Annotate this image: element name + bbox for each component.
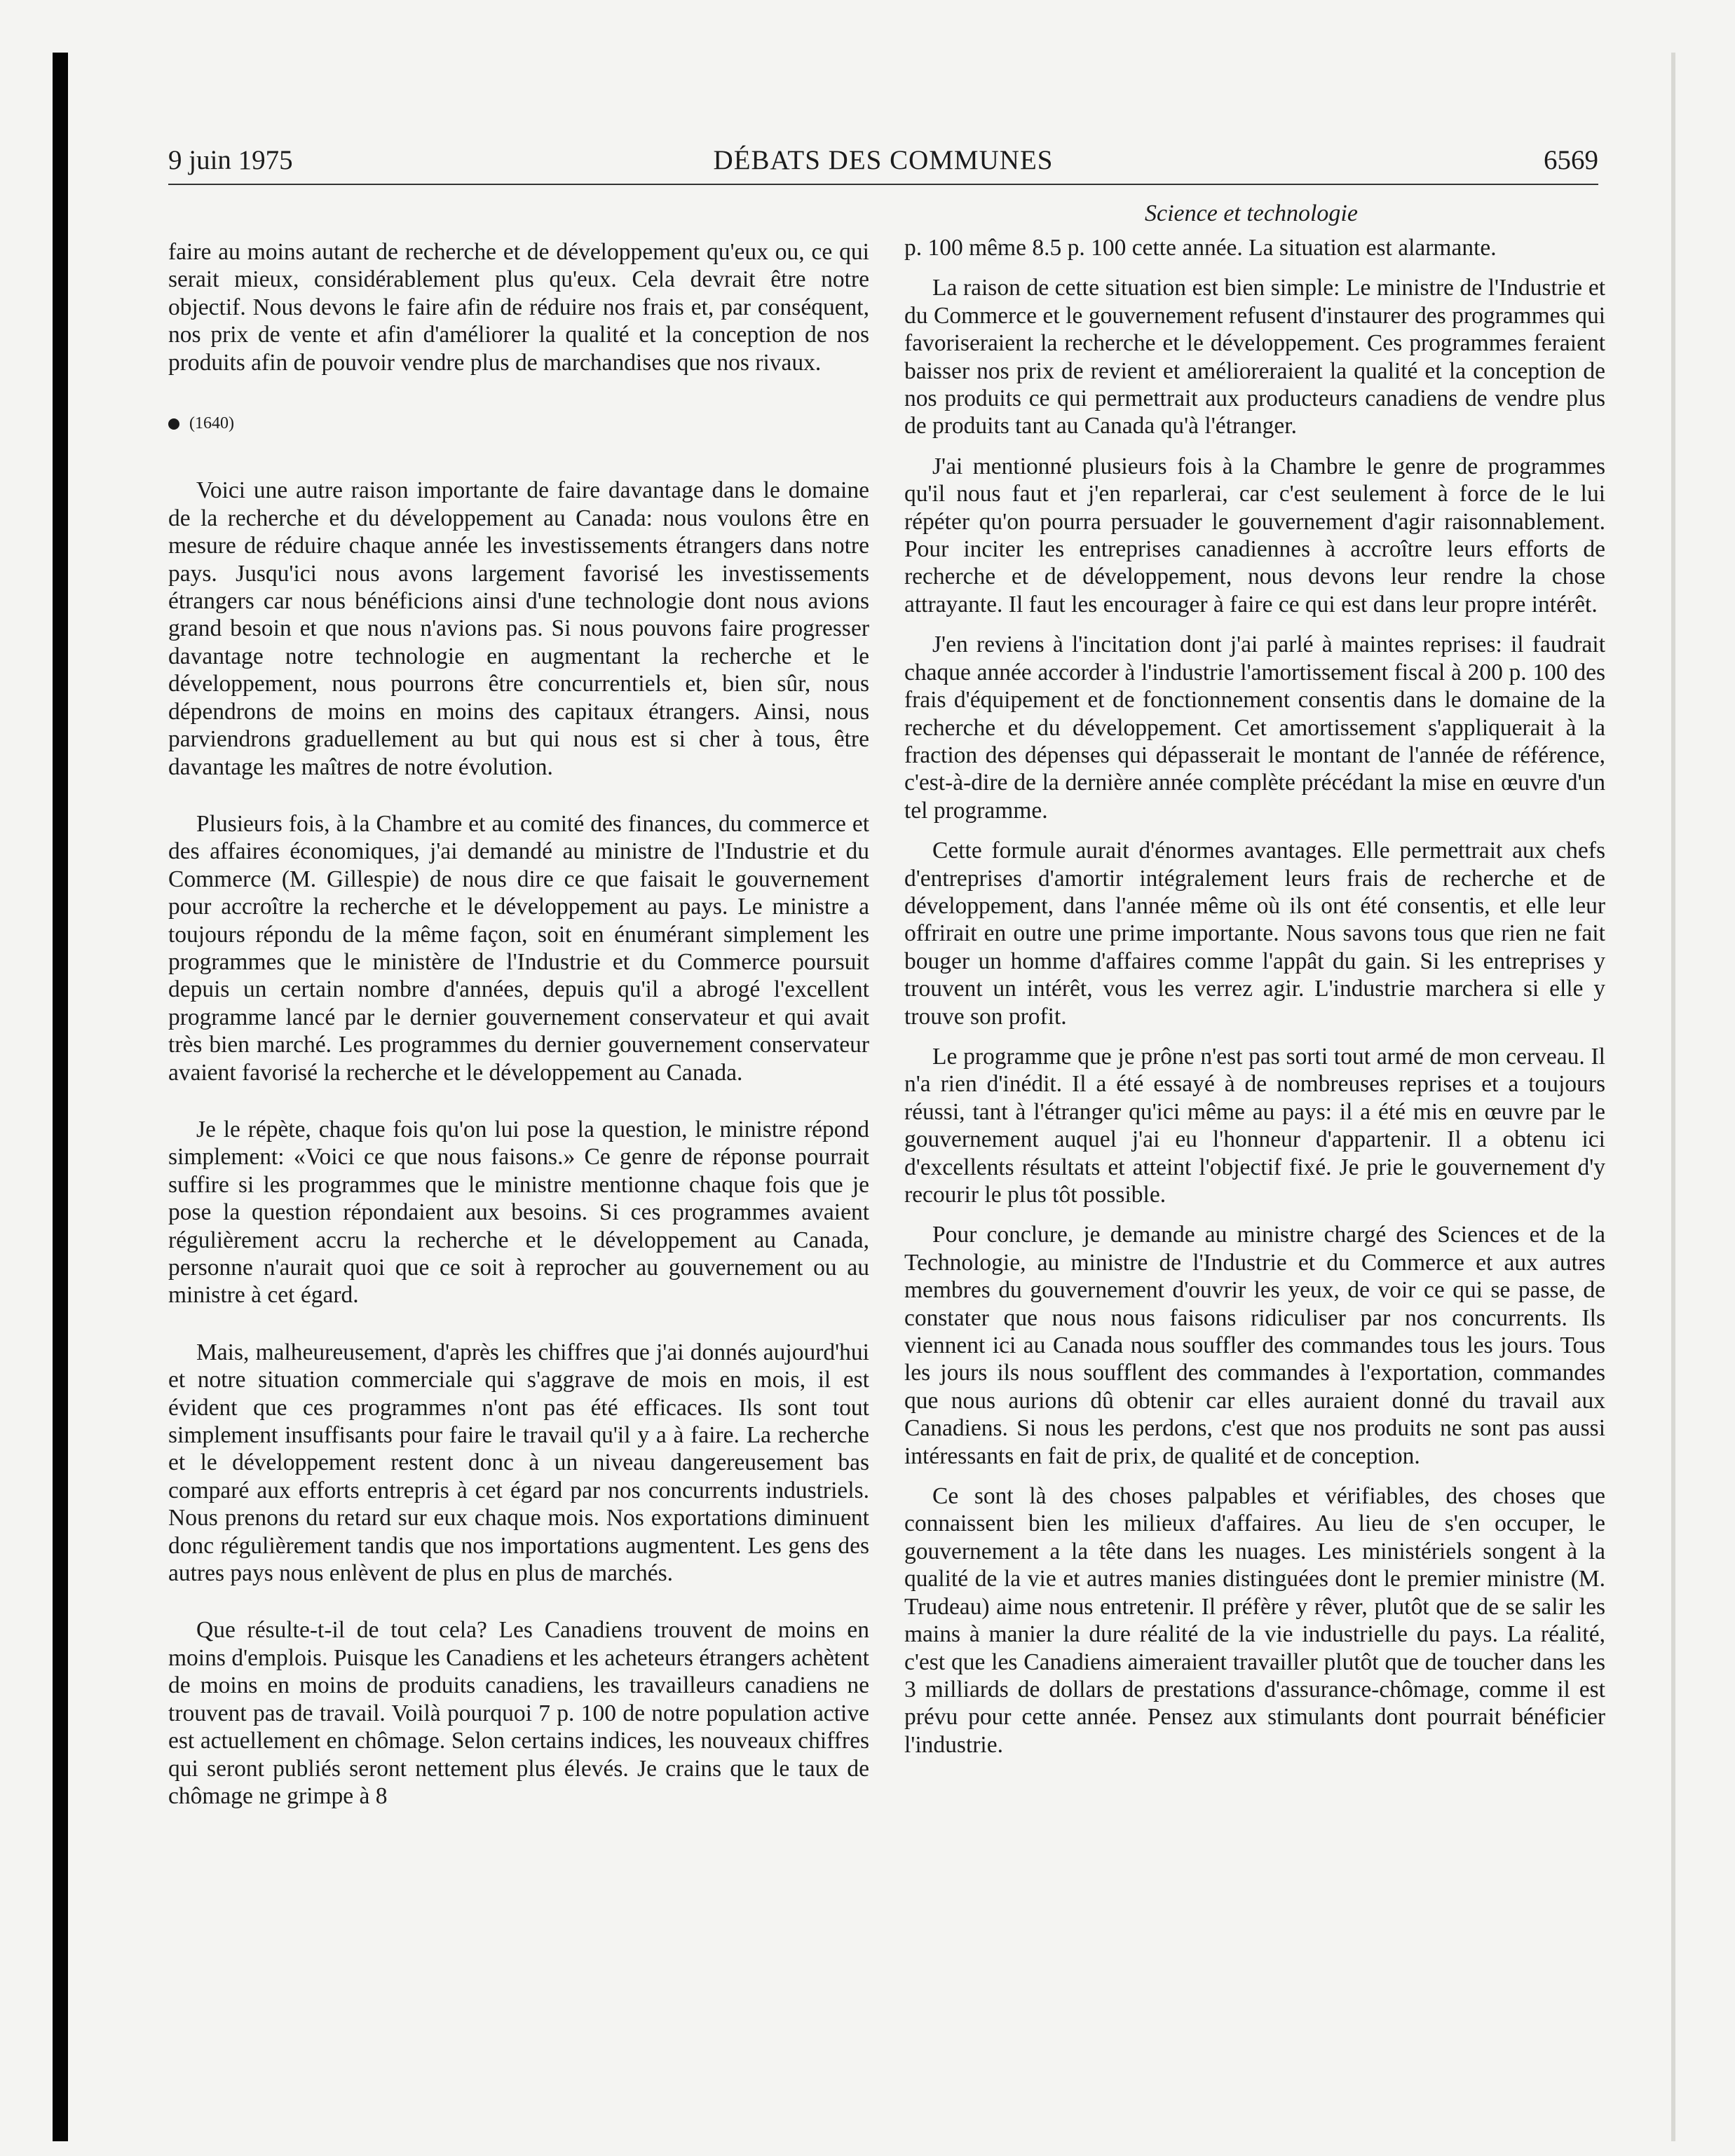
paragraph: Plusieurs fois, à la Chambre et au comité des finances, du commerce et des affaires économiques, j'ai demandé au ministre de l'Industrie et du Commerce (M. Gillespie) de nous dire ce que faisait le gouvernement pour accroître la recherche et le développement au pays. Le ministre a toujours répondu de la même façon, soit en énumérant simplement les programmes que le ministère de l'Industrie et du Commerce poursuit depuis un certain nombre d'années, depuis qu'il a abrogé l'excellent programme lancé par le dernier gouvernement conservateur et qui avait très bien marché. Les programmes du dernier gouvernement conservateur avaient favorisé la recherche et le développement au Canada. <box>168 810 869 1086</box>
header-page-number: 6569 <box>1544 145 1598 175</box>
right-column <box>904 234 1605 1771</box>
paragraph: Cette formule aurait d'énormes avantages. Elle permettrait aux chefs d'entreprises d'amortir intégralement leurs frais de recherche et de développement, dans l'année même où ils ont été consentis, et elle leur offrirait en outre une prime importante. Nous savons tous que rien ne fait bouger un homme d'affaires comme l'appât du gain. Si les entreprises y trouvent un intérêt, vous les verrez agir. L'industrie marchera si elle y trouve son profit. <box>904 838 1605 1030</box>
paragraph: faire au moins autant de recherche et de développement qu'eux ou, ce qui serait mieux, considérablement plus qu'eux. Cela devrait être notre objectif. Nous devons le faire afin de réduire nos frais et, par conséquent, nos prix de vente et afin d'améliorer la qualité et la conception de nos produits afin de pouvoir vendre plus de marchandises que nos rivaux. <box>168 239 869 376</box>
paragraph: Mais, malheureusement, d'après les chiffres que j'ai donnés aujourd'hui et notre situation commerciale qui s'aggrave de mois en mois, il est évident que ces programmes n'ont pas été efficaces. Ils sont tout simplement insuffisants pour faire le travail qu'il y a à faire. La recherche et le développement restent donc à un niveau dangereusement bas comparé aux efforts entrepris à cet égard par nos concurrents industriels. Nous prenons du retard sur eux chaque mois. Nos exportations diminuent donc régulièrement tandis que nos importations augmentent. Les gens des autres pays nous enlèvent de plus en plus de marchés. <box>168 1339 869 1587</box>
paragraph: p. 100 même 8.5 p. 100 cette année. La situation est alarmante. <box>904 235 1497 261</box>
bullet-icon <box>168 418 179 430</box>
time-marker-label: (1640) <box>189 414 234 433</box>
paragraph: Le programme que je prône n'est pas sorti tout armé de mon cerveau. Il n'a rien d'inédit. Il a été essayé à de nombreuses reprises et a toujours réussi, tant à l'étranger qu'ici même au pays: il a été mis en œuvre par le gouvernement auquel j'ai eu l'honneur d'appartenir. Il a obtenu ici d'excellents résultats et atteint l'objectif fixé. Je prie le gouvernement d'y recourir le plus tôt possible. <box>904 1043 1605 1208</box>
paragraph: Je le répète, chaque fois qu'on lui pose la question, le ministre répond simplement: «Voici ce que nous faisons.» Ce genre de réponse pourrait suffire si les programmes que le ministre mentionne chaque fois que je pose la question répondaient aux besoins. Si ces programmes avaient régulièrement accru la recherche et le développement au Canada, personne n'aurait quoi que ce soit à reprocher au gouvernement ou au ministre à cet égard. <box>168 1116 869 1309</box>
paragraph: Pour conclure, je demande au ministre chargé des Sciences et de la Technologie, au ministre de l'Industrie et du Commerce et aux autres membres du gouvernement d'ouvrir les yeux, de voir ce qui se passe, de constater que nous nous faisons ridiculiser par nos concurrents. Ils viennent ici au Canada nous souffler des commandes tous les jours. Tous les jours ils nous soufflent des commandes à l'exportation, commandes que nous aurions dû obtenir car elles auraient donné du travail aux Canadiens. Si nous les perdons, c'est que nos produits ne sont pas aussi intéressants en fait de prix, de qualité et de conception. <box>904 1222 1605 1469</box>
time-marker <box>168 410 869 437</box>
paragraph: Voici une autre raison importante de faire davantage dans le domaine de la recherche et du développement au Canada: nous voulons être en mesure de réduire chaque année les investissements étrangers dans notre pays. Jusqu'ici nous avons largement favorisé les investissements étrangers car nous bénéficions ainsi d'une technologie dont nous avions grand besoin et que nous n'avions pas. Si nous pouvons faire progresser davantage notre technologie en augmentant la recherche et le développement, nous pourrons être concurrentiels et, bien sûr, nous dépendrons de moins en moins des capitaux étrangers. Ainsi, nous parviendrons graduellement au but qui nous est si cher à tous, être davantage les maîtres de notre évolution. <box>168 477 869 780</box>
header-publication-title: DÉBATS DES COMMUNES <box>713 145 1054 175</box>
scan-border-right <box>1671 53 1675 2141</box>
paragraph: La raison de cette situation est bien simple: Le ministre de l'Industrie et du Commerce et le gouvernement refusent d'instaurer des programmes qui favoriseraient la recherche et le développement. Ces programmes feraient baisser nos prix de revient et amélioreraient la qualité et la conception de nos produits ce qui permettrait aux producteurs canadiens de vendre plus de produits tant au Canada qu'à l'étranger. <box>904 275 1605 439</box>
scan-border-left <box>53 53 68 2141</box>
paragraph: Que résulte-t-il de tout cela? Les Canadiens trouvent de moins en moins d'emplois. Puisque les Canadiens et les acheteurs étrangers achètent de moins en moins de produits canadiens, les travailleurs canadiens ne trouvent pas de travail. Voilà pourquoi 7 p. 100 de notre population active est actuellement en chômage. Selon certains indices, les nouveaux chiffres qui seront publiés seront nettement plus élevés. Je crains que le taux de chômage ne grimpe à 8 <box>168 1617 869 1809</box>
paragraph: J'ai mentionné plusieurs fois à la Chambre le genre de programmes qu'il nous faut et j'en reparlerai, car c'est seulement à force de le lui répéter qu'on pourra persuader le gouvernement d'agir raisonnablement. Pour inciter les entreprises canadiennes à accroître leurs efforts de recherche et de développement, nous devons leur rendre la chose attrayante. Il faut les encourager à faire ce qui est dans leur propre intérêt. <box>904 453 1605 618</box>
paragraph: Ce sont là des choses palpables et vérifiables, des choses que connaissent bien les milieux d'affaires. Au lieu de s'en occuper, le gouvernement a la tête dans les nuages. Les ministériels songent à la qualité de la vie et autres manies distinguées dont le premier ministre (M. Trudeau) aime nous entretenir. Il préfère y rêver, plutôt que de se salir les mains à manier la dure réalité de la vie industrielle du pays. La réalité, c'est que les Canadiens aimeraient travailler plutôt que de toucher dans les 3 milliards de dollars de prestations d'assurance-chômage, comme il est prévu pour cette année. Pensez aux stimulants dont pourrait bénéficier l'industrie. <box>904 1483 1605 1758</box>
left-column <box>168 238 869 1822</box>
section-title: Science et technologie <box>1145 200 1358 226</box>
page-header <box>168 144 1598 182</box>
paragraph: J'en reviens à l'incitation dont j'ai parlé à maintes reprises: il faudrait chaque année accorder à l'industrie l'amortissement fiscal à 200 p. 100 des frais d'équipement et de fonctionnement consentis dans le domaine de la recherche et du développement. Cet amortissement s'appliquerait à la fraction des dépenses qui dépasserait le montant de l'année de référence, c'est-à-dire de la dernière année complète précédant la mise en œuvre d'un tel programme. <box>904 632 1605 824</box>
header-date: 9 juin 1975 <box>168 145 293 175</box>
header-rule <box>168 184 1598 185</box>
